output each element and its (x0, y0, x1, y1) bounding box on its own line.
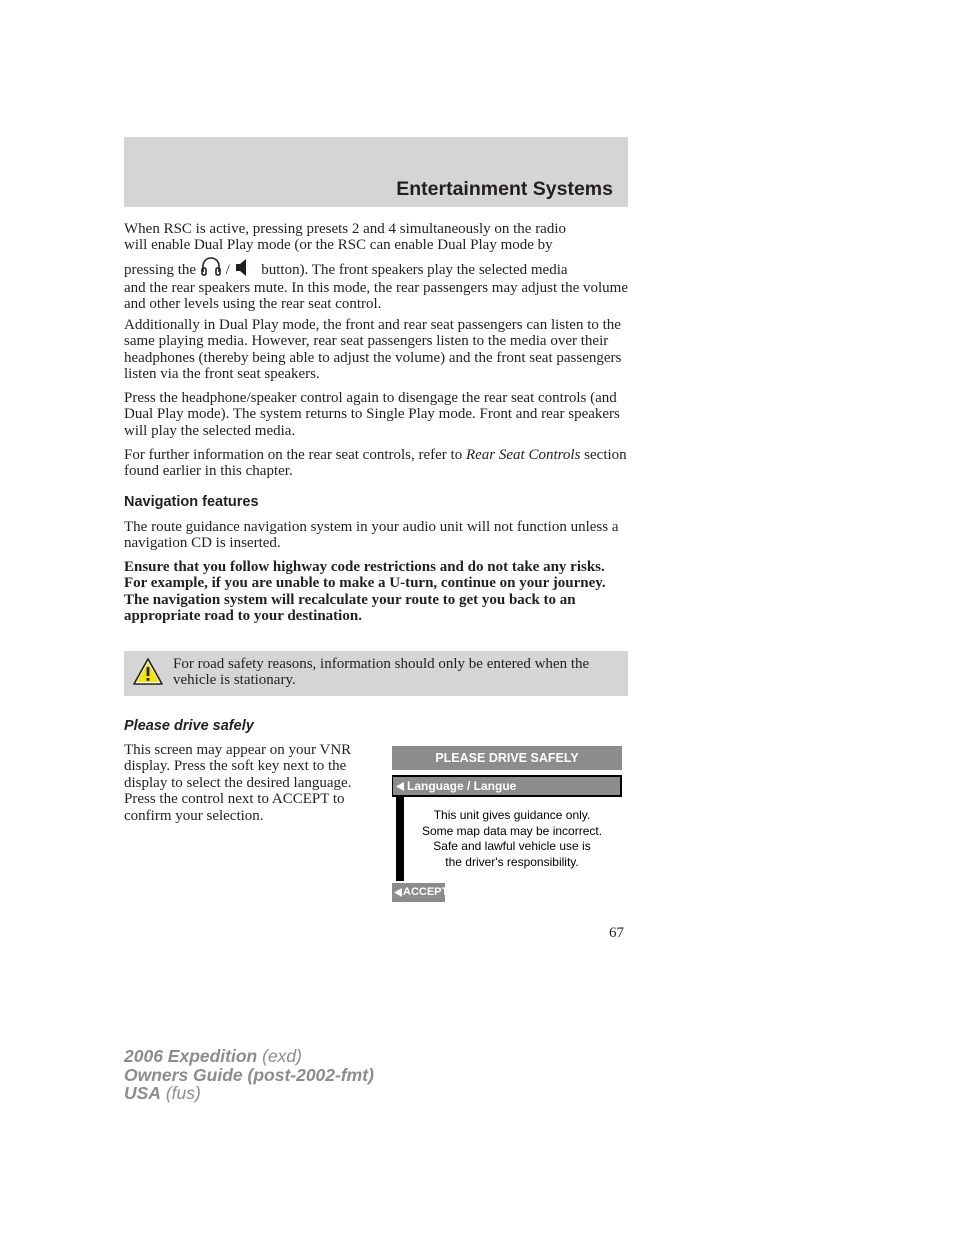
vnr-message (404, 808, 620, 870)
document-footer (124, 1047, 374, 1103)
vnr-language-row (392, 775, 622, 797)
paragraph-text: section found earlier in this chapter. (124, 447, 627, 480)
page-number: 67 (609, 925, 624, 941)
paragraph-line: When RSC is active, pressing presets 2 and 4 simultaneously on the radio (124, 221, 567, 237)
caution-text: For road safety reasons, information should only be entered when the vehicle is stationary. (173, 656, 590, 689)
paragraph-line: and the rear speakers mute. In this mode, the rear passengers may adjust the volume and other levels using the rear seat control. (124, 279, 629, 313)
paragraph-line-with-icons (124, 257, 630, 280)
icon-separator: / (225, 261, 230, 278)
footer-line (124, 1047, 374, 1066)
paragraph-navigation-cd: The route guidance navigation system in your audio unit will not function unless a navigation CD is inserted. (124, 519, 619, 552)
paragraph-dual-play (124, 221, 630, 313)
vnr-side-bar (396, 797, 404, 881)
paragraph-text: pressing the (124, 261, 197, 278)
paragraph-text: For further information on the rear seat controls, refer to (124, 447, 463, 463)
footer-guide: Owners Guide (post-2002-fmt) (124, 1064, 374, 1085)
paragraph-highway-warning: Ensure that you follow highway code restrictions and do not take any risks. For example, if you are unable to make a U-turn, continue on your journey. The navigation system will recalculate your route to get you back to an appropriate road to your destination. (124, 559, 606, 625)
vnr-language-label: Language / Langue (407, 779, 517, 793)
vnr-accept-softkey (392, 883, 449, 902)
vnr-title: PLEASE DRIVE SAFELY (392, 746, 622, 770)
footer-code: (exd) (262, 1046, 302, 1066)
vnr-display-illustration (392, 746, 622, 903)
section-header-band (124, 137, 628, 207)
warning-triangle-icon (132, 657, 164, 687)
left-arrow-icon (396, 782, 404, 791)
left-arrow-icon (394, 888, 402, 897)
section-title: Entertainment Systems (396, 178, 613, 200)
heading-navigation-features: Navigation features (124, 494, 259, 510)
footer-model: 2006 Expedition (124, 1046, 258, 1066)
paragraph-text: button). The front speakers play the selected media (261, 261, 568, 278)
paragraph-screen-instructions: This screen may appear on your VNR display. Press the soft key next to the display to select the desired language. Press the control next to ACCEPT to confirm your selection. (124, 742, 352, 824)
paragraph-line: will enable Dual Play mode (or the RSC can enable Dual Play mode by (124, 237, 553, 254)
footer-market: USA (124, 1083, 161, 1103)
speaker-icon (234, 257, 250, 277)
footer-line (124, 1066, 374, 1085)
footer-line (124, 1084, 374, 1103)
paragraph-disengage: Press the headphone/speaker control again to disengage the rear seat controls (and Dual Play mode). The system returns to Single Play mode. Front and rear speakers will play the selected media. (124, 390, 620, 439)
cross-reference: Rear Seat Controls (465, 447, 581, 463)
paragraph-dual-play-details: Additionally in Dual Play mode, the front and rear seat passengers can listen to the same playing media. However, rear seat passengers listen to the media over their headphones (thereby being able to adjust the volume) and the front seat passengers listen via the front seat speakers. (124, 317, 622, 383)
paragraph-further-info (124, 447, 630, 480)
caution-box (124, 651, 628, 696)
heading-please-drive-safely: Please drive safely (124, 718, 254, 734)
vnr-message-line: This unit gives guidance only. (433, 808, 591, 822)
headphone-icon (200, 257, 222, 277)
vnr-language-softkey (393, 777, 620, 795)
vnr-message-line: the driver's responsibility. (445, 854, 579, 869)
vnr-message-line: Safe and lawful vehicle use is (433, 839, 591, 853)
vnr-message-line: Some map data may be incorrect. (421, 823, 603, 838)
vnr-accept-label: ACCEPT (403, 886, 449, 898)
footer-code: (fus) (165, 1083, 201, 1103)
